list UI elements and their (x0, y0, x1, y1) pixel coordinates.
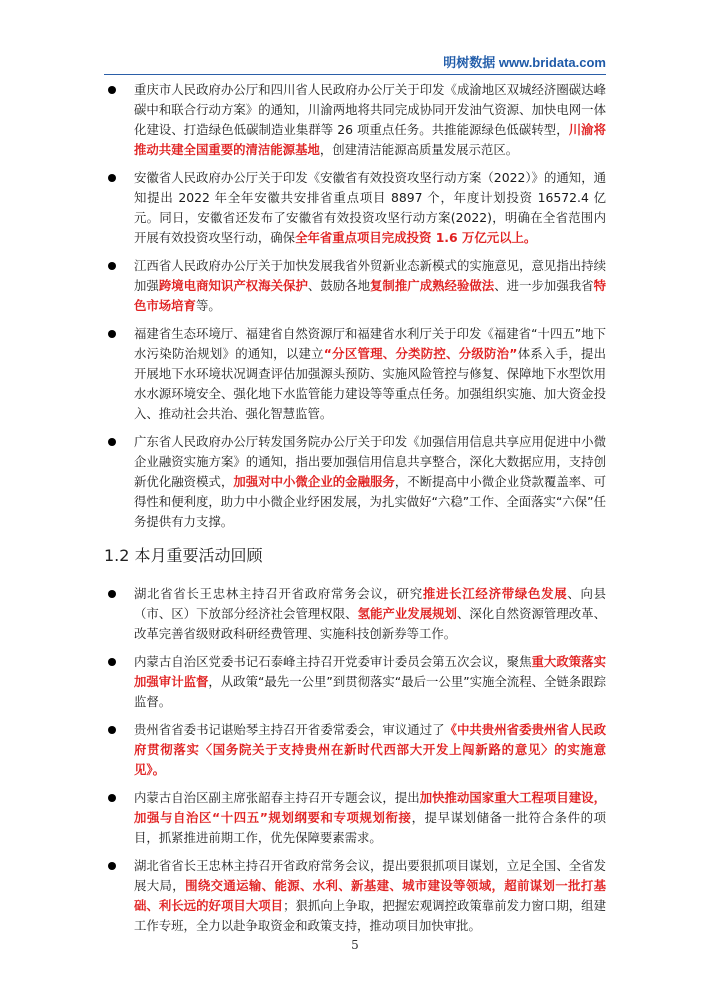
list-item (104, 788, 606, 848)
text-segment: 内蒙古自治区副主席张韶春主持召开专题会议，提出 (134, 790, 420, 805)
text-segment: 、鼓励各地 (307, 278, 371, 293)
list-item (104, 856, 606, 936)
page-number: 5 (351, 938, 359, 952)
list-item (104, 256, 606, 316)
bullet-icon (108, 174, 116, 182)
highlight-text: 推进长江经济带绿色发展 (422, 586, 568, 601)
paragraph-text (134, 858, 606, 933)
paragraph-text (134, 722, 606, 777)
bullet-icon (108, 590, 116, 598)
list-item (104, 168, 606, 248)
text-segment: 福建省生态环境厅、福建省自然资源厅和福建省水利厅关于印发《福建省“十四五”地下水污染防治规划》的通知，以建立 (134, 326, 606, 361)
highlight-text: 川渝将推动共建全国重要的清洁能源基地 (134, 122, 606, 157)
list-item (104, 584, 606, 644)
paragraph-text (134, 434, 606, 529)
text-segment: 贵州省省委书记谌贻琴主持召开省委常委会，审议通过了 (134, 722, 445, 737)
text-segment: ，创建清洁能源高质量发展示范区。 (319, 142, 519, 157)
text-segment: ，从政策“最先一公里”到贯彻落实“最后一公里”实施全流程、全链条跟踪监督。 (134, 674, 606, 709)
text-segment: 、进一步加强我省 (494, 278, 594, 293)
bullet-icon (108, 726, 116, 734)
text-segment: ，不断提高中小微企业贷款覆盖率、可得性和便利度，助力中小微企业纾困发展，为扎实做好“六稳”工作、全面落实“六保”任务提供有力支撑。 (134, 474, 606, 529)
highlight-text: 加强对中小微企业的金融服务 (233, 474, 395, 489)
paragraph-text (134, 82, 606, 157)
paragraph-text (134, 326, 606, 421)
paragraph-text (134, 654, 606, 709)
bullet-icon (108, 658, 116, 666)
text-segment: 安徽省人民政府办公厅关于印发《安徽省有效投资攻坚行动方案（2022）》的通知，通知提出 2022 年全年安徽共安排省重点项目 8897 个，年度计划投资 16572.4 亿元。同日，安徽省还发布了安徽省有效投资攻坚行动方案(2022)，明确在全省范围内开展有效投资攻坚行动，确保 (134, 170, 606, 245)
section-title: 1.2 本月重要活动回顾 (104, 546, 263, 565)
highlight-text: 全年省重点项目完成投资 1.6 万亿元以上。 (295, 230, 537, 245)
list-item (104, 720, 606, 780)
text-segment: 等。 (195, 298, 221, 313)
highlight-text: 氢能产业发展规划 (357, 606, 457, 621)
highlight-text: 《中共贵州省委贵州省人民政府贯彻落实〈国务院关于支持贵州在新时代西部大开发上闯新路的意见〉的实施意见》。 (134, 722, 606, 777)
paragraph-text (134, 258, 606, 313)
highlight-text: 跨境电商知识产权海关保护 (158, 278, 308, 293)
brand-logo-text: 明树数据 www.bridata.com (443, 55, 606, 70)
page-header (104, 52, 606, 75)
list-item (104, 652, 606, 712)
text-segment: 湖北省省长王忠林主持召开省政府常务会议，提出要狠抓项目谋划，立足全国、全省发展大局， (134, 858, 606, 893)
text-segment: 江西省人民政府办公厅关于加快发展我省外贸新业态新模式的实施意见，意见指出持续加强 (134, 258, 606, 293)
text-segment: 体系入手，提出开展地下水环境状况调查评估加强源头预防、实施风险管控与修复、保障地下水型饮用水水源环境安全、强化地下水监管能力建设等等重点任务。加强组织实施、加大资金投入、推动社会共治、强化智慧监管。 (134, 346, 607, 421)
text-segment: ，提早谋划储备一批符合条件的项目，抓紧推进前期工作，优先保障要素需求。 (134, 810, 606, 845)
list-item (104, 432, 606, 532)
highlight-text: 加快推动国家重大工程项目建设，加强与自治区“十四五”规划纲要和专项规划衔接 (134, 790, 606, 825)
highlight-text: 重大政策落实加强审计监督 (134, 654, 606, 689)
text-segment: ；狠抓向上争取，把握宏观调控政策靠前发力窗口期，组建工作专班，全力以赴争取资金和政策支持，推动项目加快审批。 (134, 898, 606, 933)
list-item (104, 80, 606, 160)
paragraph-text (134, 170, 606, 245)
text-segment: 重庆市人民政府办公厅和四川省人民政府办公厅关于印发《成渝地区双城经济圈碳达峰碳中和联合行动方案》的通知，川渝两地将共同完成协同开发油气资源、加快电网一体化建设、打造绿色低碳制造业集群等 26 项重点任务。共推能源绿色低碳转型， (134, 82, 606, 137)
bullet-icon (108, 330, 116, 338)
highlight-text: 围绕交通运输、能源、水利、新基建、城市建设等领域，超前谋划一批打基础、利长远的好项目大项目 (134, 878, 607, 913)
text-segment: 内蒙古自治区党委书记石泰峰主持召开党委审计委员会第五次会议，聚焦 (134, 654, 532, 669)
bullet-icon (108, 262, 116, 270)
bullet-icon (108, 86, 116, 94)
document-body (104, 80, 606, 944)
paragraph-text (134, 586, 606, 641)
text-segment: 湖北省省长王忠林主持召开省政府常务会议，研究 (134, 586, 423, 601)
policy-list (104, 80, 606, 532)
text-segment: 、向县（市、区）下放部分经济社会管理权限、 (134, 586, 607, 621)
bullet-icon (108, 438, 116, 446)
highlight-text: 特色市场培育 (134, 278, 606, 313)
bullet-icon (108, 862, 116, 870)
list-item (104, 324, 606, 424)
paragraph-text (134, 790, 606, 845)
activity-list (104, 584, 606, 936)
highlight-text: 复制推广成熟经验做法 (370, 278, 495, 293)
text-segment: 、深化自然资源管理改革、改革完善省级财政科研经费管理、实施科技创新券等工作。 (134, 606, 606, 641)
bullet-icon (108, 794, 116, 802)
text-segment: 广东省人民政府办公厅转发国务院办公厅关于印发《加强信用信息共享应用促进中小微企业融资实施方案》的通知，指出要加强信用信息共享整合，深化大数据应用，支持创新优化融资模式， (134, 434, 606, 489)
highlight-text: “分区管理、分类防控、分级防治” (323, 346, 518, 361)
